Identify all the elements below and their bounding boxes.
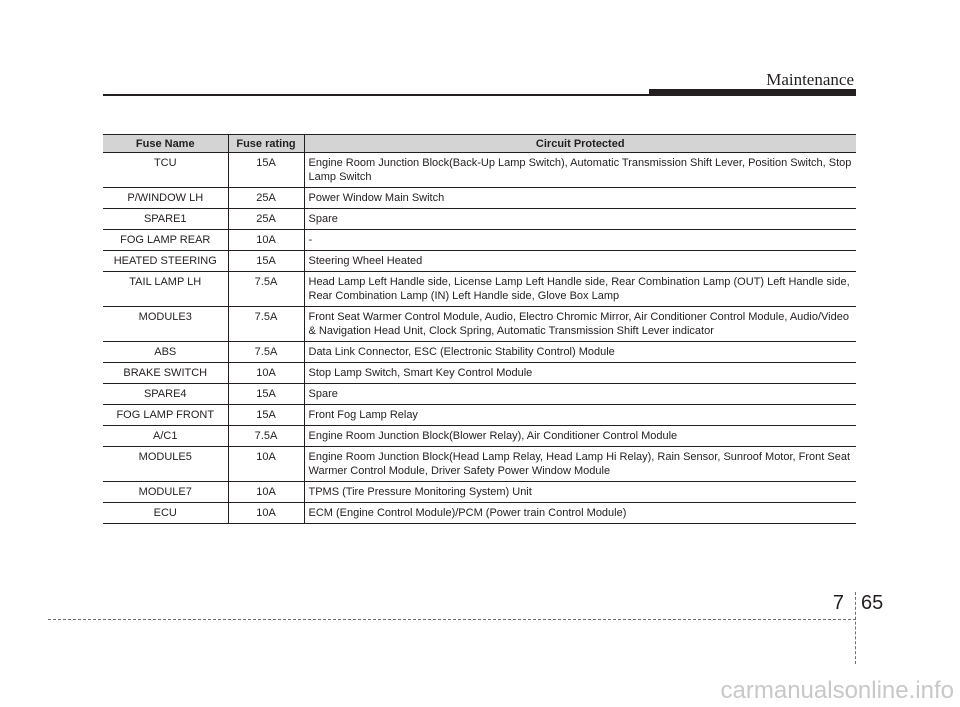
fuse-name-cell: ECU [103,503,228,524]
fuse-table [103,134,856,524]
fuse-rating-cell: 10A [228,503,304,524]
table-header-row [103,135,856,153]
fuse-rating-cell: 15A [228,153,304,188]
table-row [103,153,856,188]
footer-divider [855,592,856,664]
fuse-rating-cell: 15A [228,405,304,426]
fuse-rating-cell: 15A [228,251,304,272]
fuse-rating-cell: 10A [228,363,304,384]
table-row [103,209,856,230]
table-row [103,405,856,426]
table-row [103,363,856,384]
circuit-protected-cell: Spare [304,209,856,230]
fuse-name-cell: P/WINDOW LH [103,188,228,209]
circuit-protected-cell: Head Lamp Left Handle side, License Lamp Left Handle side, Rear Combination Lamp (OUT) Left Handle side, Rear Combination Lamp (IN) Left Handle side, Glove Box Lamp [304,272,856,307]
circuit-protected-cell: Steering Wheel Heated [304,251,856,272]
fuse-name-cell: MODULE7 [103,482,228,503]
fuse-rating-cell: 10A [228,482,304,503]
fuse-name-cell: FOG LAMP REAR [103,230,228,251]
fuse-name-cell: SPARE4 [103,384,228,405]
table-row [103,384,856,405]
fuse-name-cell: TCU [103,153,228,188]
fuse-name-cell: ABS [103,342,228,363]
fuse-name-cell: FOG LAMP FRONT [103,405,228,426]
fuse-name-cell: TAIL LAMP LH [103,272,228,307]
table-row [103,251,856,272]
fuse-rating-cell: 7.5A [228,307,304,342]
fuse-name-cell: HEATED STEERING [103,251,228,272]
fuse-rating-cell: 25A [228,188,304,209]
table-row [103,503,856,524]
circuit-protected-cell: Spare [304,384,856,405]
circuit-protected-cell: Front Fog Lamp Relay [304,405,856,426]
fuse-name-cell: MODULE5 [103,447,228,482]
footer-rule [48,619,856,620]
circuit-protected-cell: TPMS (Tire Pressure Monitoring System) Unit [304,482,856,503]
circuit-protected-cell: - [304,230,856,251]
circuit-protected-cell: Power Window Main Switch [304,188,856,209]
table-row [103,307,856,342]
column-header-fuse-name: Fuse Name [103,135,228,153]
circuit-protected-cell: Front Seat Warmer Control Module, Audio, Electro Chromic Mirror, Air Conditioner Control Module, Audio/Video & Navigation Head Unit, Clock Spring, Automatic Transmission Shift Lever indicator [304,307,856,342]
circuit-protected-cell: Engine Room Junction Block(Head Lamp Relay, Head Lamp Hi Relay), Rain Sensor, Sunroof Motor, Front Seat Warmer Control Module, Driver Safety Power Window Module [304,447,856,482]
fuse-table-body [103,153,856,524]
column-header-fuse-rating: Fuse rating [228,135,304,153]
table-row [103,188,856,209]
table-row [103,342,856,363]
fuse-name-cell: BRAKE SWITCH [103,363,228,384]
section-title: Maintenance [766,70,854,89]
table-row [103,426,856,447]
fuse-rating-cell: 7.5A [228,426,304,447]
table-row [103,447,856,482]
fuse-rating-cell: 10A [228,230,304,251]
table-row [103,482,856,503]
circuit-protected-cell: Engine Room Junction Block(Back-Up Lamp Switch), Automatic Transmission Shift Lever, Position Switch, Stop Lamp Switch [304,153,856,188]
fuse-rating-cell: 7.5A [228,272,304,307]
fuse-rating-cell: 7.5A [228,342,304,363]
header-rule-bar [649,89,856,96]
circuit-protected-cell: Data Link Connector, ESC (Electronic Stability Control) Module [304,342,856,363]
watermark: carmanualsonline.info [720,677,954,704]
fuse-rating-cell: 15A [228,384,304,405]
table-row [103,230,856,251]
circuit-protected-cell: ECM (Engine Control Module)/PCM (Power train Control Module) [304,503,856,524]
circuit-protected-cell: Stop Lamp Switch, Smart Key Control Module [304,363,856,384]
page-number: 65 [861,592,884,614]
fuse-name-cell: SPARE1 [103,209,228,230]
fuse-rating-cell: 10A [228,447,304,482]
table-row [103,272,856,307]
column-header-circuit-protected: Circuit Protected [304,135,856,153]
fuse-name-cell: A/C1 [103,426,228,447]
circuit-protected-cell: Engine Room Junction Block(Blower Relay), Air Conditioner Control Module [304,426,856,447]
fuse-name-cell: MODULE3 [103,307,228,342]
chapter-number: 7 [832,592,844,614]
fuse-rating-cell: 25A [228,209,304,230]
header-rule [103,94,653,96]
